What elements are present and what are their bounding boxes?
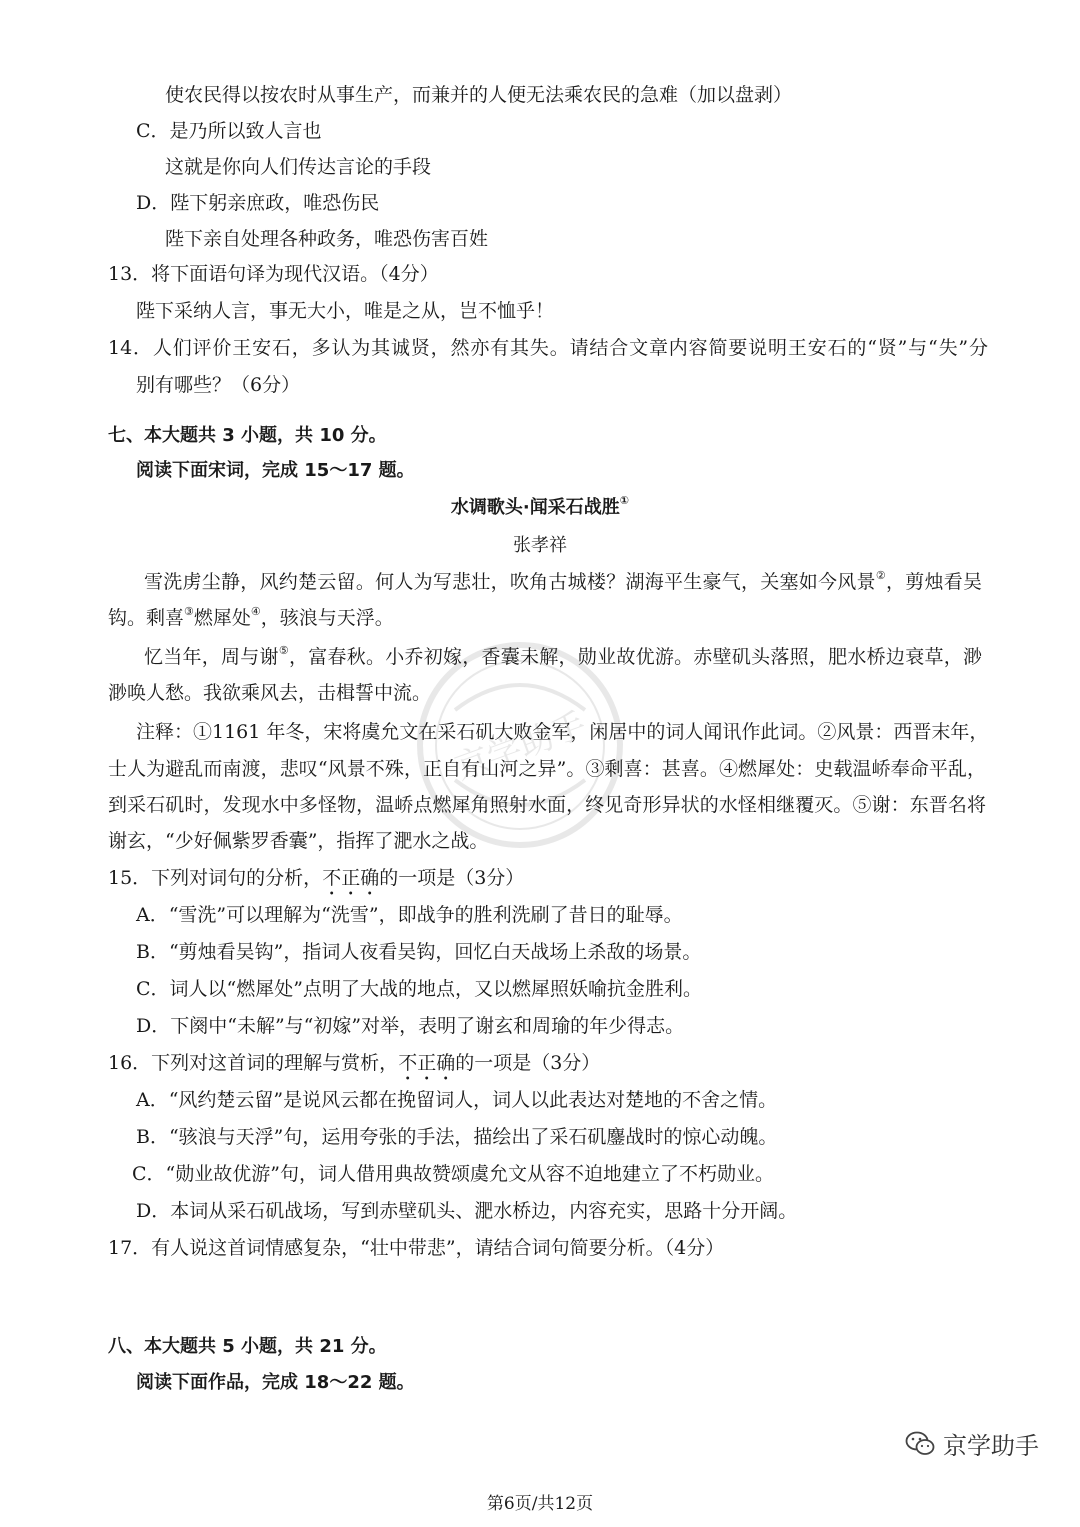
poem-title xyxy=(0,494,1080,522)
notes-line-1 xyxy=(136,718,989,746)
poem-title-note: ① xyxy=(619,494,630,507)
poem-stanza-2-line-1 xyxy=(144,643,982,671)
option-b-translation: 使农民得以按农时从事生产，而兼并的人便无法乘农民的急难（加以盘剥） xyxy=(165,84,793,106)
question-15-option-a: A．“雪洗”可以理解为“洗雪”，即战争的胜利洗刷了昔日的耻辱。 xyxy=(136,904,683,926)
note-ref: ④ xyxy=(250,604,261,618)
section-7-heading: 七、本大题共 3 小题，共 10 分。 xyxy=(108,425,387,446)
question-15 xyxy=(108,864,524,900)
question-13: 13．将下面语句译为现代汉语。（4分） xyxy=(108,263,439,285)
poem-text: ，富春秋。小乔初嫁，香囊未解，勋业故优游。赤壁矶头落照，肥水桥边衰草，渺 xyxy=(288,646,982,668)
poem-text: ，骇浪与天浮。 xyxy=(260,607,394,629)
question-17: 17．有人说这首词情感复杂，“壮中带悲”，请结合词句简要分析。（4分） xyxy=(108,1237,725,1259)
question-15-option-b: B．“剪烛看吴钩”，指词人夜看吴钩，回忆白天战场上杀敌的场景。 xyxy=(136,941,702,963)
option-d: D．陛下躬亲庶政，唯恐伤民 xyxy=(136,192,380,214)
poem-text: 忆当年，周与谢 xyxy=(144,646,279,668)
notes-line-3 xyxy=(108,791,986,819)
poem-text: ，剪烛看吴 xyxy=(885,571,982,593)
question-14-line1 xyxy=(108,334,988,362)
page-number: 第6页/共12页 xyxy=(486,1494,594,1514)
question-16-option-a: A．“风约楚云留”是说风云都在挽留词人，词人以此表达对楚地的不舍之情。 xyxy=(136,1089,778,1111)
question-15-option-c: C．词人以“燃犀处”点明了大战的地点，又以燃犀照妖喻抗金胜利。 xyxy=(136,978,702,1000)
question-16 xyxy=(108,1049,600,1085)
poem-stanza-1-line-2 xyxy=(108,604,394,632)
note-ref: ⑤ xyxy=(278,643,289,657)
question-16-option-d: D．本词从采石矶战场，写到赤壁矶头、淝水桥边，内容充实，思路十分开阔。 xyxy=(136,1200,798,1222)
section-8-instruction: 阅读下面作品，完成 18～22 题。 xyxy=(136,1372,415,1393)
question-15-stem: 15．下列对词句的分析， xyxy=(108,867,323,889)
notes-text: 士人为避乱而南渡，悲叹“风景不殊，正自有山河之异”。③剩喜：甚喜。④燃犀处：史载温峤奉命平乱， xyxy=(108,758,986,780)
poem-text: 雪洗虏尘静，风约楚云留。何人为写悲壮，吹角古城楼？湖海平生豪气，关塞如今风景 xyxy=(144,571,876,593)
brand-watermark xyxy=(905,1426,1039,1461)
poem-stanza-1-line-1-text xyxy=(144,568,982,596)
section-7-instruction: 阅读下面宋词，完成 15～17 题。 xyxy=(136,460,415,481)
question-15-points: 的一项是（3分） xyxy=(379,867,525,889)
question-15-option-d: D．下阕中“未解”与“初嫁”对举，表明了谢玄和周瑜的年少得志。 xyxy=(136,1015,685,1037)
section-8-heading: 八、本大题共 5 小题，共 21 分。 xyxy=(108,1336,387,1357)
question-14-text: 14．人们评价王安石，多认为其诚贤，然亦有其失。请结合文章内容简要说明王安石的“贤”与“失”分 xyxy=(108,337,988,359)
svg-text:京学助手: 京学助手 xyxy=(449,704,592,789)
poem-text: 钩。剩喜 xyxy=(108,607,185,629)
question-16-option-b: B．“骇浪与天浮”句，运用夸张的手法，描绘出了采石矶鏖战时的惊心动魄。 xyxy=(136,1126,778,1148)
poem-stanza-1-line-1 xyxy=(144,568,982,596)
poem-title-text: 水调歌头·闻采石战胜 xyxy=(450,497,620,518)
wechat-icon xyxy=(905,1431,935,1457)
brand-name: 京学助手 xyxy=(943,1432,1039,1460)
notes-line-2 xyxy=(108,755,986,783)
option-c-translation: 这就是你向人们传达言论的手段 xyxy=(165,156,432,178)
note-ref: ② xyxy=(875,568,886,582)
option-c: C．是乃所以致人言也 xyxy=(136,120,322,142)
notes-text: 到采石矶时，发现水中多怪物，温峤点燃犀角照射水面，终见奇形异状的水怪相继覆灭。⑤谢：东晋名将 xyxy=(108,794,986,816)
poem-stanza-2-line-1-text xyxy=(144,643,982,671)
question-14-line2: 别有哪些？（6分） xyxy=(136,374,301,396)
notes-line-4: 谢玄，“少好佩紫罗香囊”，指挥了淝水之战。 xyxy=(108,830,489,852)
note-ref: ③ xyxy=(184,604,194,618)
option-d-translation: 陛下亲自处理各种政务，唯恐伤害百姓 xyxy=(165,228,489,250)
emphasis-text: 不正确 xyxy=(398,1052,456,1074)
question-16-option-c: C．“勋业故优游”句，词人借用典故赞颂虞允文从容不迫地建立了不朽勋业。 xyxy=(132,1163,774,1185)
notes-text: 注释：①1161 年冬，宋将虞允文在采石矶大败金军，闲居中的词人闻讯作此词。②风景：西晋末年， xyxy=(136,721,989,743)
question-13-text: 陛下采纳人言，事无大小，唯是之从，岂不恤乎！ xyxy=(136,300,555,322)
poem-text: 燃犀处 xyxy=(193,607,251,629)
poem-stanza-2-line-2: 渺唤人愁。我欲乘风去，击楫誓中流。 xyxy=(108,682,432,704)
poem-author: 张孝祥 xyxy=(513,535,567,556)
question-16-points: 的一项是（3分） xyxy=(455,1052,601,1074)
question-16-stem: 16．下列对这首词的理解与赏析， xyxy=(108,1052,399,1074)
emphasis-text: 不正确 xyxy=(322,867,380,889)
